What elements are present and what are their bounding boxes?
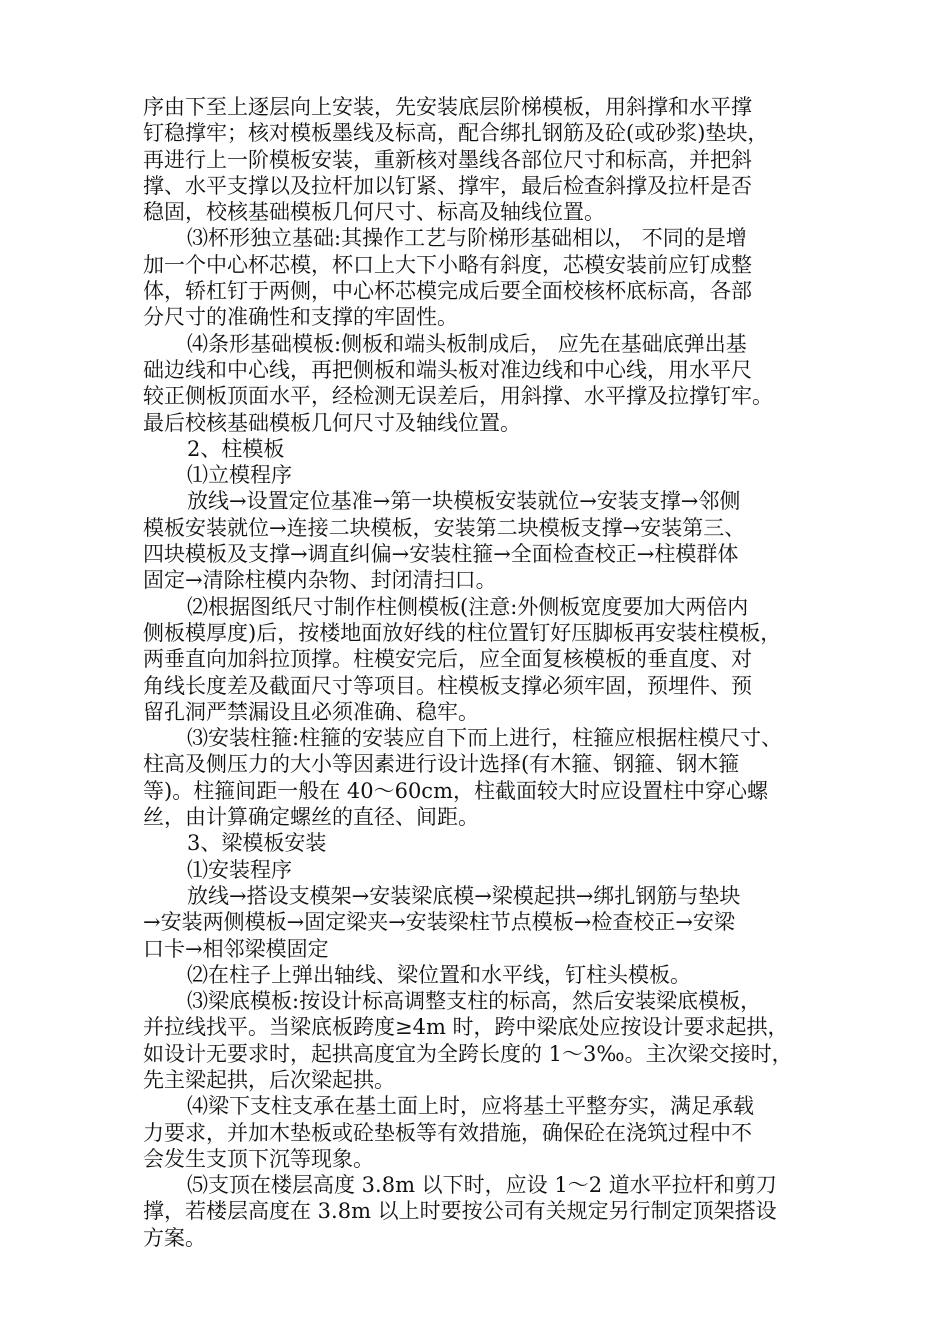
text-line: 体，轿杠钉于两侧，中心杯芯模完成后要全面校核杯底标高，各部: [143, 279, 752, 304]
text-line: ⑴立模程序: [187, 463, 292, 488]
text-line: 撑、水平支撑以及拉杆加以钉紧、撑牢，最后检查斜撑及拉杆是否: [143, 173, 752, 198]
text-line: 力要求，并加木垫板或砼垫板等有效措施，确保砼在浇筑过程中不: [143, 1120, 752, 1145]
text-line: 固定→清除柱模内杂物、封闭清扫口。: [143, 568, 497, 593]
text-line: ⑶安装柱箍:柱箍的安装应自下而上进行，柱箍应根据柱模尺寸、: [187, 726, 783, 751]
text-line: 先主梁起拱，后次梁起拱。: [143, 1067, 395, 1092]
text-line: 稳固，校核基础模板几何尺寸、标高及轴线位置。: [143, 200, 605, 225]
text-line: ⑷梁下支柱支承在基土面上时，应将基土平整夯实，满足承载: [187, 1094, 754, 1119]
text-line: 钉稳撑牢；核对模板墨线及标高，配合绑扎钢筋及砼(或砂浆)垫块，: [143, 121, 769, 146]
text-line: 方案。: [143, 1225, 206, 1250]
text-line: 侧板模厚度)后，按楼地面放好线的柱位置钉好压脚板再安装柱模板，: [143, 620, 782, 645]
text-line: 较正侧板顶面水平，经检测无误差后，用斜撑、水平撑及拉撑钉牢。: [143, 384, 773, 409]
text-line: ⑸支顶在楼层高度 3.8m 以下时，应设 1～2 道水平拉杆和剪刀: [187, 1173, 777, 1198]
text-line: ⑶梁底模板:按设计标高调整支柱的标高，然后安装梁底模板，: [187, 989, 762, 1014]
text-line: 柱高及侧压力的大小等因素进行设计选择(有木箍、钢箍、钢木箍: [143, 752, 740, 777]
text-line: 再进行上一阶模板安装，重新核对墨线各部位尺寸和标高，并把斜: [143, 147, 752, 172]
text-line: 丝，由计算确定螺丝的直径、间距。: [143, 805, 479, 830]
text-line: 2、柱模板: [187, 436, 285, 461]
text-line: ⑵在柱子上弹出轴线、梁位置和水平线，钉柱头模板。: [187, 962, 691, 987]
text-line: 四块模板及支撑→调直纠偏→安装柱箍→全面检查校正→柱模群体: [143, 542, 739, 567]
text-line: 等)。柱箍间距一般在 40～60cm，柱截面较大时应设置柱中穿心螺: [143, 778, 768, 803]
text-line: ⑵根据图纸尺寸制作柱侧模板(注意:外侧板宽度要加大两倍内: [187, 594, 749, 619]
text-line: 序由下至上逐层向上安装，先安装底层阶梯模板，用斜撑和水平撑: [143, 95, 752, 119]
text-line: 最后校核基础模板几何尺寸及轴线位置。: [143, 410, 521, 435]
text-line: 并拉线找平。当梁底板跨度≥4m 时，跨中梁底处应按设计要求起拱，: [143, 1015, 789, 1040]
text-line: 模板安装就位→连接二块模板，安装第二块模板支撑→安装第三、: [143, 515, 746, 540]
text-line: ⑷条形基础模板:侧板和端头板制成后， 应先在基础底弹出基: [187, 331, 747, 356]
text-line: 如设计无要求时，起拱高度宜为全跨长度的 1～3‰。主次梁交接时，: [143, 1041, 793, 1066]
text-line: ⑶杯形独立基础:其操作工艺与阶梯形基础相以， 不同的是增: [187, 226, 747, 251]
text-line: 放线→设置定位基准→第一块模板安装就位→安装支撑→邻侧: [187, 489, 741, 514]
text-line: 角线长度差及截面尺寸等项目。柱模板支撑必须牢固，预埋件、预: [143, 673, 752, 698]
text-line: 放线→搭设支模架→安装梁底模→梁模起拱→绑扎钢筋与垫块: [187, 883, 741, 908]
text-line: 3、梁模板安装: [187, 831, 327, 856]
text-line: 口卡→相邻梁模固定: [143, 936, 329, 961]
text-line: 撑，若楼层高度在 3.8m 以上时要按公司有关规定另行制定顶架搭设: [143, 1199, 777, 1224]
document-body: [143, 94, 823, 1251]
text-line: 础边线和中心线，再把侧板和端头板对准边线和中心线，用水平尺: [143, 357, 752, 382]
text-line: 加一个中心杯芯模，杯口上大下小略有斜度，芯模安装前应钉成整: [143, 252, 752, 277]
text-line: 分尺寸的准确性和支撑的牢固性。: [143, 305, 458, 330]
text-line: →安装两侧模板→固定梁夹→安装梁柱节点模板→检查校正→安梁: [143, 910, 735, 935]
text-line: 两垂直向加斜拉顶撑。柱模安完后，应全面复核模板的垂直度、对: [143, 647, 752, 672]
text-line: 留孔洞严禁漏设且必须准确、稳牢。: [143, 699, 479, 724]
text-line: ⑴安装程序: [187, 857, 292, 882]
text-line: 会发生支顶下沉等现象。: [143, 1146, 374, 1171]
